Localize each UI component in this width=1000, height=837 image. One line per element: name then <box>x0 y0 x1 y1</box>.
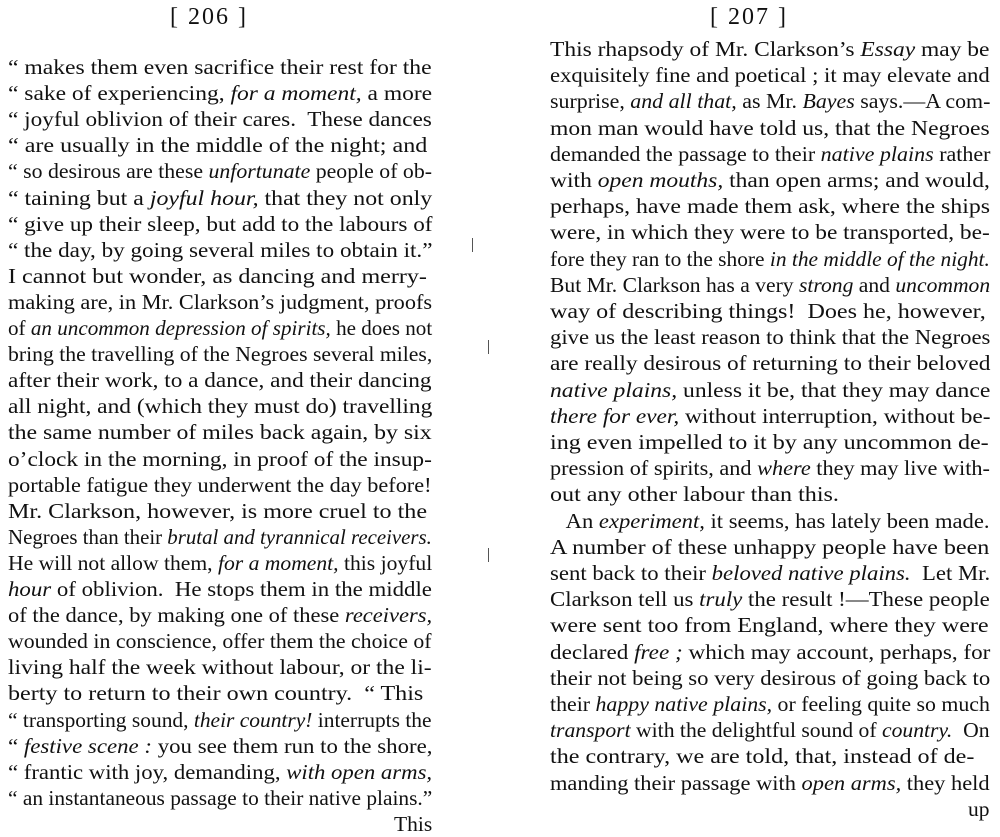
text-line <box>550 691 990 717</box>
italic-text: for a moment, <box>217 550 339 575</box>
gutter-mark <box>488 548 489 562</box>
text-span: He will not allow them, <box>8 550 218 575</box>
text-span: of the dance, by making one of these <box>8 603 345 628</box>
text-line <box>550 639 990 665</box>
text-line <box>8 80 432 106</box>
italic-text: there for ever, <box>550 403 680 428</box>
text-line <box>550 115 990 141</box>
text-span: which may account, perhaps, for <box>682 639 991 664</box>
text-span: after their work, to a dance, and their dancing <box>8 368 432 393</box>
italic-text: strong <box>798 272 854 297</box>
italic-text: receivers, <box>344 603 433 628</box>
italic-text: happy native plains, <box>595 692 773 716</box>
text-line <box>8 54 432 80</box>
text-span: with the delightful sound of <box>630 718 882 743</box>
text-line <box>8 341 432 367</box>
text-span: Mr. Clarkson, however, is more cruel to the <box>8 498 428 523</box>
text-line <box>550 272 990 298</box>
italic-text: brutal and tyrannical receivers. <box>167 524 432 549</box>
italic-text: and all that, <box>630 89 737 114</box>
text-span: of oblivion. He stops them in the middle <box>51 577 432 601</box>
italic-text: where <box>757 456 811 481</box>
text-span: you see them run to the shore, <box>151 733 433 758</box>
italic-text: their country! <box>193 707 313 732</box>
text-span: berty to return to their own country. “ This <box>8 681 424 706</box>
text-span: he does not <box>330 316 433 340</box>
text-span: give us the least reason to think that the Negroes <box>550 325 991 350</box>
italic-text: transport <box>550 718 631 743</box>
text-line <box>550 665 990 691</box>
text-span: exquisitely fine and poetical ; it may elevate and <box>550 63 990 88</box>
text-span: out any other labour than this. <box>550 482 839 507</box>
text-span: their <box>550 692 596 716</box>
text-span: a more <box>361 81 433 106</box>
text-line <box>550 36 989 62</box>
text-span: wounded in conscience, offer them the choice of <box>8 629 432 654</box>
text-span: were sent too from England, where they were <box>550 613 989 638</box>
text-line <box>550 534 989 560</box>
italic-text: open arms, <box>801 770 902 795</box>
text-span: “ transporting sound, <box>8 707 194 732</box>
text-span: Negroes than their <box>8 524 168 549</box>
italic-text: hour <box>8 577 52 601</box>
text-line <box>550 298 986 324</box>
italic-text: with open arms, <box>286 759 433 784</box>
italic-text: an uncommon depression of spirits, <box>30 316 331 340</box>
text-span: says.—A com- <box>854 89 991 114</box>
text-span: all night, and (which they must do) travelling <box>8 394 433 419</box>
text-line <box>8 315 432 341</box>
text-line <box>8 132 427 158</box>
italic-text: experiment, <box>598 508 705 533</box>
text-span: This rhapsody of Mr. Clarkson’s <box>550 37 861 61</box>
text-line <box>550 612 989 638</box>
italic-text: native plains, <box>550 377 678 402</box>
text-line <box>8 680 423 706</box>
right-page <box>500 0 1000 821</box>
text-line <box>394 811 432 837</box>
text-line <box>8 237 432 263</box>
text-line <box>550 586 990 612</box>
italic-text: truly <box>699 587 743 612</box>
text-span: “ an instantaneous passage to their native plains.” <box>8 785 433 810</box>
gutter-mark <box>488 340 489 354</box>
text-span: An <box>550 508 599 533</box>
text-line <box>8 393 432 419</box>
text-span: “ sake of experiencing, <box>8 81 231 106</box>
text-span: and <box>853 272 896 297</box>
page-number: [ 207 ] <box>710 4 788 30</box>
text-line <box>8 106 432 132</box>
text-span: On <box>952 718 990 743</box>
text-span: demanded the passage to their <box>550 141 821 166</box>
text-line <box>550 350 990 376</box>
text-line <box>550 481 839 507</box>
text-span: up <box>968 796 990 821</box>
text-line <box>550 62 990 88</box>
italic-text: beloved native plains. <box>711 561 911 585</box>
text-line <box>550 508 990 534</box>
text-span: as Mr. <box>736 89 803 114</box>
text-span: manding their passage with <box>550 770 802 795</box>
text-line <box>550 560 990 586</box>
text-span: living half the week without labour, or the li- <box>8 655 432 680</box>
text-span: Let Mr. <box>910 561 991 585</box>
text-line <box>550 167 990 193</box>
text-span: may be <box>915 37 990 61</box>
italic-text: Bayes <box>802 89 855 114</box>
text-span: “ makes them even sacrifice their rest for the <box>8 55 432 79</box>
text-line <box>550 88 990 114</box>
text-line <box>8 263 427 289</box>
left-page <box>0 0 500 836</box>
text-line <box>8 550 432 576</box>
text-span: the contrary, we are told, that, instead of de- <box>550 744 975 769</box>
text-line <box>8 289 432 315</box>
text-line <box>550 219 990 245</box>
text-line <box>8 158 432 184</box>
text-span: “ are usually in the middle of the night; and <box>8 133 428 158</box>
text-line <box>550 770 990 796</box>
text-span: that they not only <box>258 185 433 210</box>
text-line <box>8 654 432 680</box>
italic-text: uncommon <box>895 272 991 297</box>
text-span: their not being so very desirous of going back to <box>550 665 991 690</box>
text-line <box>8 602 432 628</box>
text-span: portable fatigue they underwent the day before! <box>8 472 432 497</box>
text-span: perhaps, have made them ask, where the ships <box>550 194 991 219</box>
page-number: [ 206 ] <box>170 4 248 30</box>
text-line <box>550 455 990 481</box>
text-line <box>550 246 990 272</box>
text-span: fore they ran to the shore <box>550 246 770 271</box>
text-span: unless it be, that they may dance <box>677 377 991 402</box>
text-span: ing even impelled to it by any uncommon de- <box>550 430 989 454</box>
text-line <box>8 211 433 237</box>
text-span: than open arms; and would, <box>723 168 990 192</box>
text-span: the result !—These people <box>742 587 990 612</box>
text-span: “ give up their sleep, but add to the labours of <box>8 211 433 236</box>
italic-text: for a moment, <box>230 81 362 106</box>
text-line <box>8 367 432 393</box>
text-line <box>550 403 990 429</box>
text-line <box>8 733 432 759</box>
italic-text: Essay <box>860 37 916 61</box>
italic-text: in the middle of the night. <box>769 246 990 271</box>
text-span: interrupts the <box>312 707 432 732</box>
text-line <box>8 498 427 524</box>
text-line <box>550 193 990 219</box>
gutter-mark <box>472 238 473 252</box>
text-line <box>8 785 432 811</box>
text-span: they may live with- <box>810 456 990 481</box>
text-span: A number of these unhappy people have been <box>550 534 990 559</box>
italic-text: unfortunate <box>208 159 311 184</box>
text-span: are really desirous of returning to their beloved <box>550 351 991 376</box>
text-span: “ <box>8 733 24 758</box>
text-line <box>550 743 974 769</box>
text-span: they held <box>901 770 990 795</box>
text-span: bring the travelling of the Negroes several miles, <box>8 342 433 367</box>
text-span: this joyful <box>338 550 433 575</box>
text-span: with <box>550 168 598 192</box>
text-line <box>8 576 432 602</box>
text-span: way of describing things! Does he, however, <box>550 299 986 323</box>
text-span: pression of spirits, and <box>550 456 758 481</box>
italic-text: free ; <box>634 639 683 664</box>
text-line <box>550 324 990 350</box>
text-span: people of ob- <box>310 159 433 184</box>
text-span: the same number of miles back again, by six <box>8 420 432 445</box>
italic-text: open mouths, <box>597 168 724 192</box>
text-line <box>8 446 432 472</box>
text-span: But Mr. Clarkson has a very <box>550 272 799 297</box>
text-span: This <box>394 811 433 836</box>
text-line <box>8 707 432 733</box>
text-line <box>8 524 432 550</box>
italic-text: country. <box>881 718 953 743</box>
text-span: of <box>8 316 31 340</box>
text-span: declared <box>550 639 635 664</box>
text-span: sent back to their <box>550 561 712 585</box>
text-span: making are, in Mr. Clarkson’s judgment, proofs <box>8 289 433 314</box>
text-span: it seems, has lately been made. <box>704 508 990 533</box>
text-span: o’clock in the morning, in proof of the insup- <box>8 446 432 471</box>
text-line <box>550 377 990 403</box>
text-span: mon man would have told us, that the Negroes <box>550 115 990 140</box>
text-span: “ frantic with joy, demanding, <box>8 759 287 784</box>
text-line <box>8 759 432 785</box>
text-span: “ so desirous are these <box>8 159 209 184</box>
text-span: were, in which they were to be transported, be- <box>550 220 990 245</box>
text-line <box>550 717 990 743</box>
text-span: “ the day, by going several miles to obtain it.” <box>8 237 433 262</box>
text-span: without interruption, without be- <box>679 403 991 428</box>
text-line <box>8 419 432 445</box>
text-line <box>550 141 991 167</box>
italic-text: native plains <box>820 141 934 166</box>
italic-text: festive scene : <box>23 733 152 758</box>
text-span: rather <box>933 141 991 166</box>
text-span: “ taining but a <box>8 185 150 210</box>
text-span: surprise, <box>550 89 631 114</box>
text-line <box>550 429 989 455</box>
text-line <box>8 628 432 654</box>
text-line <box>8 185 432 211</box>
text-span: “ joyful oblivion of their cares. These dances <box>8 107 432 132</box>
text-span: or feeling quite so much <box>772 692 990 716</box>
italic-text: joyful hour, <box>149 185 259 210</box>
text-line <box>8 472 431 498</box>
text-span: I cannot but wonder, as dancing and merry- <box>8 263 427 288</box>
text-span: Clarkson tell us <box>550 587 700 612</box>
